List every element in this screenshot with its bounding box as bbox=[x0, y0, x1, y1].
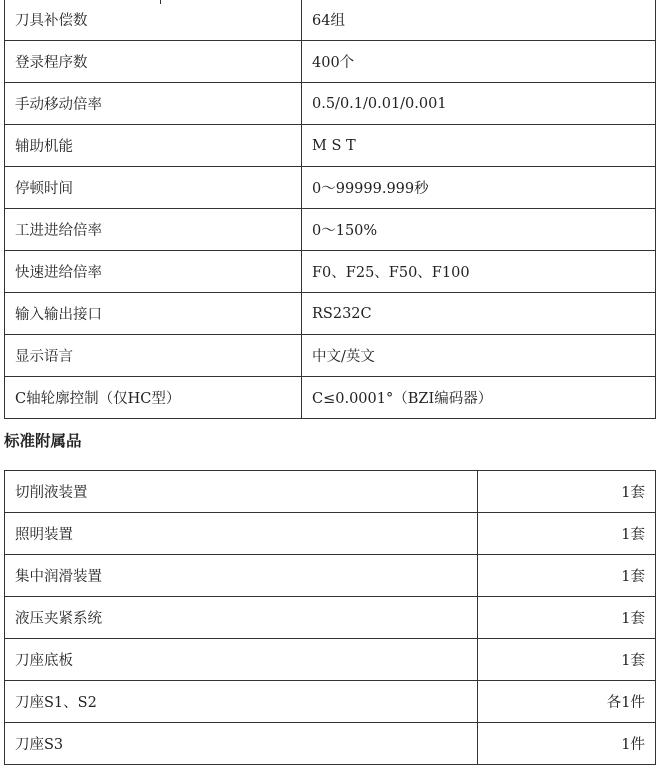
accessory-quantity: 1套 bbox=[478, 513, 656, 555]
spec-value: 0.5/0.1/0.01/0.001 bbox=[302, 83, 656, 125]
accessory-quantity: 1套 bbox=[478, 597, 656, 639]
accessory-name: 切削液装置 bbox=[5, 471, 478, 513]
spec-value: 64组 bbox=[302, 0, 656, 41]
section-heading-accessories: 标准附属品 bbox=[4, 432, 82, 450]
table-row bbox=[5, 335, 656, 377]
spec-value: M S T bbox=[302, 125, 656, 167]
accessory-quantity: 1套 bbox=[478, 639, 656, 681]
table-row bbox=[5, 513, 656, 555]
table-row bbox=[5, 639, 656, 681]
accessory-name: 刀座S1、S2 bbox=[5, 681, 478, 723]
spec-table-body bbox=[5, 0, 656, 419]
spec-value: RS232C bbox=[302, 293, 656, 335]
spec-value: C≤0.0001°（BZI编码器） bbox=[302, 377, 656, 419]
table-row bbox=[5, 681, 656, 723]
table-row bbox=[5, 251, 656, 293]
table-row bbox=[5, 597, 656, 639]
spec-value: F0、F25、F50、F100 bbox=[302, 251, 656, 293]
spec-table bbox=[4, 0, 656, 419]
spec-label: 停顿时间 bbox=[5, 167, 302, 209]
accessory-quantity: 1套 bbox=[478, 555, 656, 597]
accessories-table-body bbox=[5, 471, 656, 765]
table-row bbox=[5, 125, 656, 167]
table-row bbox=[5, 167, 656, 209]
accessory-quantity: 1套 bbox=[478, 471, 656, 513]
accessories-table bbox=[4, 470, 656, 765]
spec-label: 显示语言 bbox=[5, 335, 302, 377]
spec-label: 辅助机能 bbox=[5, 125, 302, 167]
spec-label: 手动移动倍率 bbox=[5, 83, 302, 125]
spec-label: 刀具补偿数 bbox=[5, 0, 302, 41]
spec-label: 输入输出接口 bbox=[5, 293, 302, 335]
spec-label: 快速进给倍率 bbox=[5, 251, 302, 293]
table-row bbox=[5, 377, 656, 419]
table-row bbox=[5, 209, 656, 251]
spec-value: 0～99999.999秒 bbox=[302, 167, 656, 209]
spec-label: 工进进给倍率 bbox=[5, 209, 302, 251]
accessory-quantity: 1件 bbox=[478, 723, 656, 765]
accessory-quantity: 各1件 bbox=[478, 681, 656, 723]
spec-value: 400个 bbox=[302, 41, 656, 83]
table-row bbox=[5, 471, 656, 513]
spec-value: 中文/英文 bbox=[302, 335, 656, 377]
spec-label: C轴轮廓控制（仅HC型） bbox=[5, 377, 302, 419]
table-row bbox=[5, 83, 656, 125]
spec-value: 0～150% bbox=[302, 209, 656, 251]
spec-label: 登录程序数 bbox=[5, 41, 302, 83]
accessory-name: 液压夹紧系统 bbox=[5, 597, 478, 639]
table-row bbox=[5, 0, 656, 41]
table-row bbox=[5, 293, 656, 335]
accessory-name: 照明装置 bbox=[5, 513, 478, 555]
table-row bbox=[5, 555, 656, 597]
accessory-name: 集中润滑装置 bbox=[5, 555, 478, 597]
accessory-name: 刀座S3 bbox=[5, 723, 478, 765]
table-row bbox=[5, 41, 656, 83]
table-row bbox=[5, 723, 656, 765]
accessory-name: 刀座底板 bbox=[5, 639, 478, 681]
